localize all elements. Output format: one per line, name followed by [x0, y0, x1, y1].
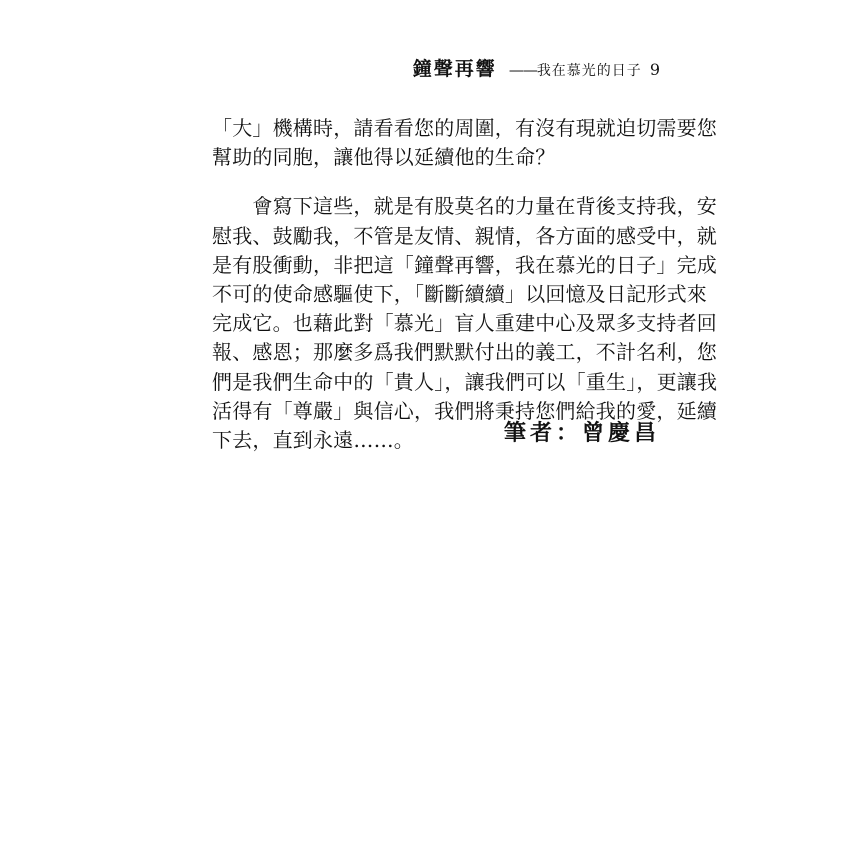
text-line: 報、感恩；那麼多爲我們默默付出的義工，不計名利，您: [212, 340, 717, 365]
text-line: 「大」機構時，請看看您的周圍，有沒有現就迫切需要您: [212, 116, 717, 140]
author-signature: 筆者：曾慶昌: [503, 421, 660, 446]
body-text: [212, 114, 718, 455]
running-header: [413, 54, 660, 81]
text-line: 慰我、鼓勵我，不管是友情、親情，各方面的感受中，就: [212, 223, 717, 248]
book-subtitle: 我在慕光的日子: [536, 63, 642, 79]
text-line: 完成它。也藉此對「慕光」盲人重建中心及眾多支持者回: [212, 311, 717, 336]
text-line: 們是我們生命中的「貴人」，讓我們可以「重生」，更讓我: [212, 369, 718, 394]
text-line: 不可的使命感驅使下，「斷斷續續」以回憶及日記形式來: [212, 281, 707, 306]
text-line: 會寫下這些，就是有股莫名的力量在背後支持我，安: [212, 194, 717, 219]
page-number: 9: [649, 60, 660, 79]
paragraph-1: [212, 114, 717, 172]
text-line: 活得有「尊嚴」與信心，我們將秉持您們給我的愛，延續: [212, 398, 717, 423]
text-line: 下去，直到永遠……。: [212, 427, 414, 452]
book-title: 鐘聲再響: [412, 58, 497, 80]
header-dash: ——: [508, 61, 537, 79]
text-line: 是有股衝動，非把這「鐘聲再響，我在慕光的日子」完成: [212, 252, 717, 277]
text-line: 幫助的同胞，讓他得以延續他的生命？: [212, 145, 556, 170]
